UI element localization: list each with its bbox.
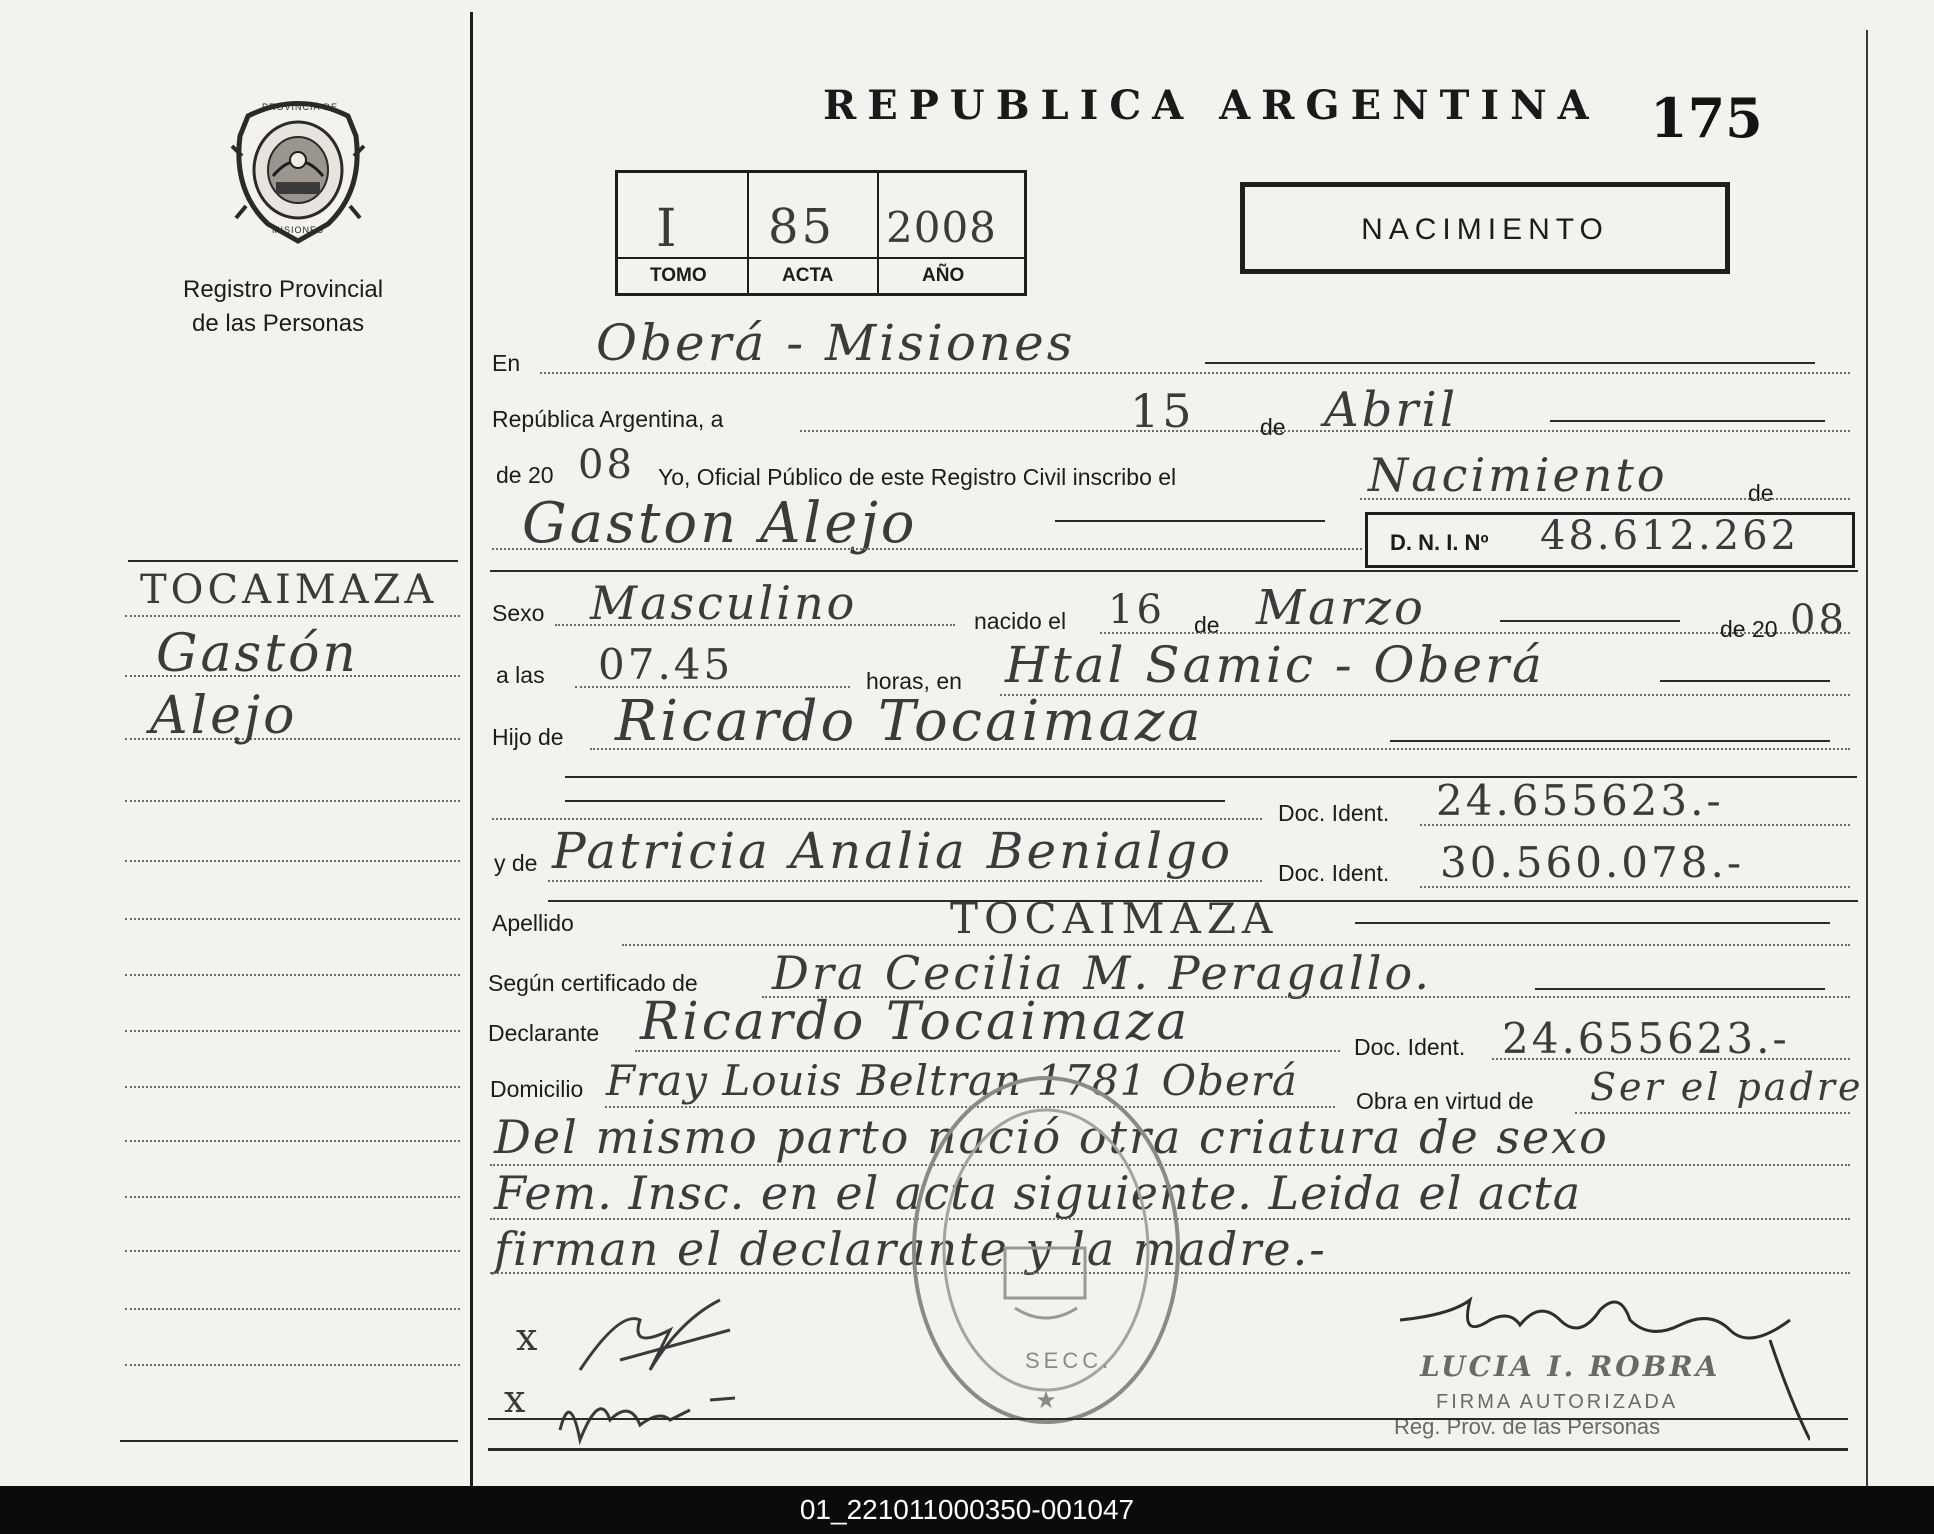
en-label: En — [492, 350, 521, 376]
margin-line — [125, 860, 460, 862]
y-de-label: y de — [494, 850, 538, 876]
record-type-box — [1240, 182, 1730, 274]
right-border-line — [1866, 30, 1868, 1486]
obra-value: Ser el padre — [1590, 1065, 1864, 1109]
obra-line — [1575, 1112, 1850, 1114]
domicilio-value: Fray Louis Beltran 1781 Oberá — [606, 1056, 1298, 1105]
declarante-doc-value: 24.655623.- — [1502, 1014, 1790, 1063]
place-value: Htal Samic - Oberá — [1005, 636, 1545, 694]
margin-line — [125, 1308, 460, 1310]
domicilio-label: Domicilio — [490, 1076, 584, 1102]
name-dash — [1055, 520, 1325, 522]
reference-box — [615, 170, 1027, 296]
registry-line-2: de las Personas — [192, 310, 365, 337]
signature-mark-2: x — [504, 1377, 529, 1421]
stamp-text: SECC. — [1025, 1348, 1113, 1373]
declarant-signature-icon — [560, 1290, 760, 1380]
horas-label: horas, en — [866, 668, 962, 694]
margin-line — [125, 1140, 460, 1142]
mother-signature-icon — [550, 1370, 750, 1450]
en-value: Oberá - Misiones — [596, 314, 1076, 372]
left-column-divider — [470, 12, 473, 1486]
provincia-de-misiones-seal-icon — [228, 96, 368, 246]
official-name: LUCIA I. ROBRA — [1420, 1350, 1721, 1383]
dni-value: 48.612.262 — [1540, 513, 1800, 559]
en-line — [540, 372, 1850, 374]
margin-top-line — [128, 560, 458, 562]
margin-line — [125, 974, 460, 976]
doc-line-left — [492, 818, 1262, 820]
birth-month-value: Marzo — [1256, 580, 1426, 636]
father-dash — [1390, 740, 1830, 742]
hour-value: 07.45 — [598, 640, 734, 689]
bottom-rule-1 — [488, 1418, 1848, 1420]
registry-line-1: Registro Provincial — [183, 276, 384, 303]
hour-line — [575, 686, 850, 688]
father-line — [590, 748, 1850, 750]
country-title: REPUBLICA ARGENTINA — [823, 82, 1600, 129]
apellido-dash — [1355, 922, 1830, 924]
day-value: 15 — [1130, 384, 1195, 438]
year-suffix-value: 08 — [578, 442, 635, 488]
apellido-value: TOCAIMAZA — [950, 894, 1279, 943]
name-line — [492, 548, 1362, 550]
en-dash — [1205, 362, 1815, 364]
tomo-value: I — [656, 199, 680, 259]
margin-bottom-line — [120, 1440, 458, 1442]
margin-first-name: Gastón — [156, 624, 359, 684]
official-title: FIRMA AUTORIZADA — [1436, 1391, 1679, 1413]
declarante-doc-line — [1492, 1058, 1850, 1060]
seal-top-text: PROVINCIA DE — [262, 102, 339, 112]
mother-doc-label: Doc. Ident. — [1278, 860, 1390, 886]
dni-label: D. N. I. Nº — [1390, 530, 1489, 555]
margin-second-name: Alejo — [150, 686, 298, 746]
mother-doc-line — [1420, 886, 1850, 888]
acta-value: 85 — [768, 199, 836, 255]
year-prefix-label: de 20 — [496, 462, 554, 488]
a-las-label: a las — [496, 662, 545, 688]
margin-surname: TOCAIMAZA — [140, 567, 438, 613]
margin-line — [125, 1196, 460, 1198]
certificado-value: Dra Cecilia M. Peragallo. — [772, 946, 1432, 1000]
father-doc-line — [1420, 824, 1850, 826]
margin-line — [125, 1250, 460, 1252]
tomo-label: TOMO — [650, 265, 707, 286]
month-dash — [1550, 420, 1825, 422]
record-type-label: NACIMIENTO — [1361, 213, 1609, 246]
act-type-value: Nacimiento — [1368, 448, 1668, 502]
note-line-2: Fem. Insc. en el acta siguiente. Leida el acta — [494, 1166, 1582, 1220]
birth-day-value: 16 — [1108, 587, 1165, 633]
father-doc-value: 24.655623.- — [1436, 776, 1724, 825]
republica-label: República Argentina, a — [492, 406, 724, 432]
mother-doc-value: 30.560.078.- — [1440, 838, 1745, 887]
birth-year-prefix-label: de 20 — [1720, 616, 1778, 642]
birth-year-suffix-value: 08 — [1790, 597, 1847, 643]
declarante-value: Ricardo Tocaimaza — [640, 992, 1191, 1052]
signature-mark-1: x — [516, 1315, 541, 1359]
ano-label: AÑO — [922, 265, 965, 286]
father-doc-label: Doc. Ident. — [1278, 800, 1390, 826]
doc-dash — [565, 800, 1225, 802]
page-number: 175 — [1650, 86, 1763, 150]
name-value: Gaston Alejo — [522, 491, 918, 556]
mother-line — [548, 880, 1262, 882]
birth-de-label: de — [1194, 612, 1220, 638]
act-de-label: de — [1748, 480, 1774, 506]
declarante-line — [635, 1050, 1340, 1052]
acta-label: ACTA — [782, 265, 834, 286]
seal-bottom-text: MISIONES — [272, 225, 325, 235]
margin-line — [125, 1030, 460, 1032]
month-de-label: de — [1260, 414, 1286, 440]
mother-value: Patricia Analia Benialgo — [552, 822, 1234, 880]
month-value: Abril — [1324, 382, 1459, 438]
certificado-label: Según certificado de — [488, 970, 698, 996]
sexo-label: Sexo — [492, 600, 545, 626]
certificado-dash — [1535, 988, 1825, 990]
declarante-doc-label: Doc. Ident. — [1354, 1034, 1466, 1060]
place-dash — [1660, 680, 1830, 682]
declarante-label: Declarante — [488, 1020, 600, 1046]
svg-text:★: ★ — [1035, 1387, 1057, 1414]
hijo-label: Hijo de — [492, 724, 564, 750]
margin-line — [125, 800, 460, 802]
obra-label: Obra en virtud de — [1356, 1088, 1534, 1114]
apellido-label: Apellido — [492, 910, 574, 936]
sexo-value: Masculino — [590, 576, 858, 630]
image-code-footer: 01_221011000350-001047 — [799, 1494, 1135, 1525]
margin-line — [125, 918, 460, 920]
nacido-label: nacido el — [974, 608, 1067, 634]
note-line-3: firman el declarante y la madre.- — [494, 1222, 1327, 1276]
act-line — [1360, 498, 1850, 500]
yo-text: Yo, Oficial Público de este Registro Civil inscribo el — [658, 464, 1177, 490]
father-value: Ricardo Tocaimaza — [615, 689, 1204, 754]
bottom-rule-2 — [488, 1448, 1848, 1451]
margin-line — [125, 1086, 460, 1088]
margin-line — [125, 615, 460, 617]
ano-value: 2008 — [886, 203, 997, 252]
margin-line — [125, 1364, 460, 1366]
official-office: Reg. Prov. de las Personas — [1394, 1414, 1661, 1439]
registry-stamp-icon — [905, 1068, 1187, 1432]
dni-underline — [490, 570, 1858, 572]
note-line-1: Del mismo parto nació otra criatura de sexo — [494, 1110, 1609, 1164]
sexo-line — [555, 624, 955, 626]
birth-dash — [1500, 620, 1680, 622]
